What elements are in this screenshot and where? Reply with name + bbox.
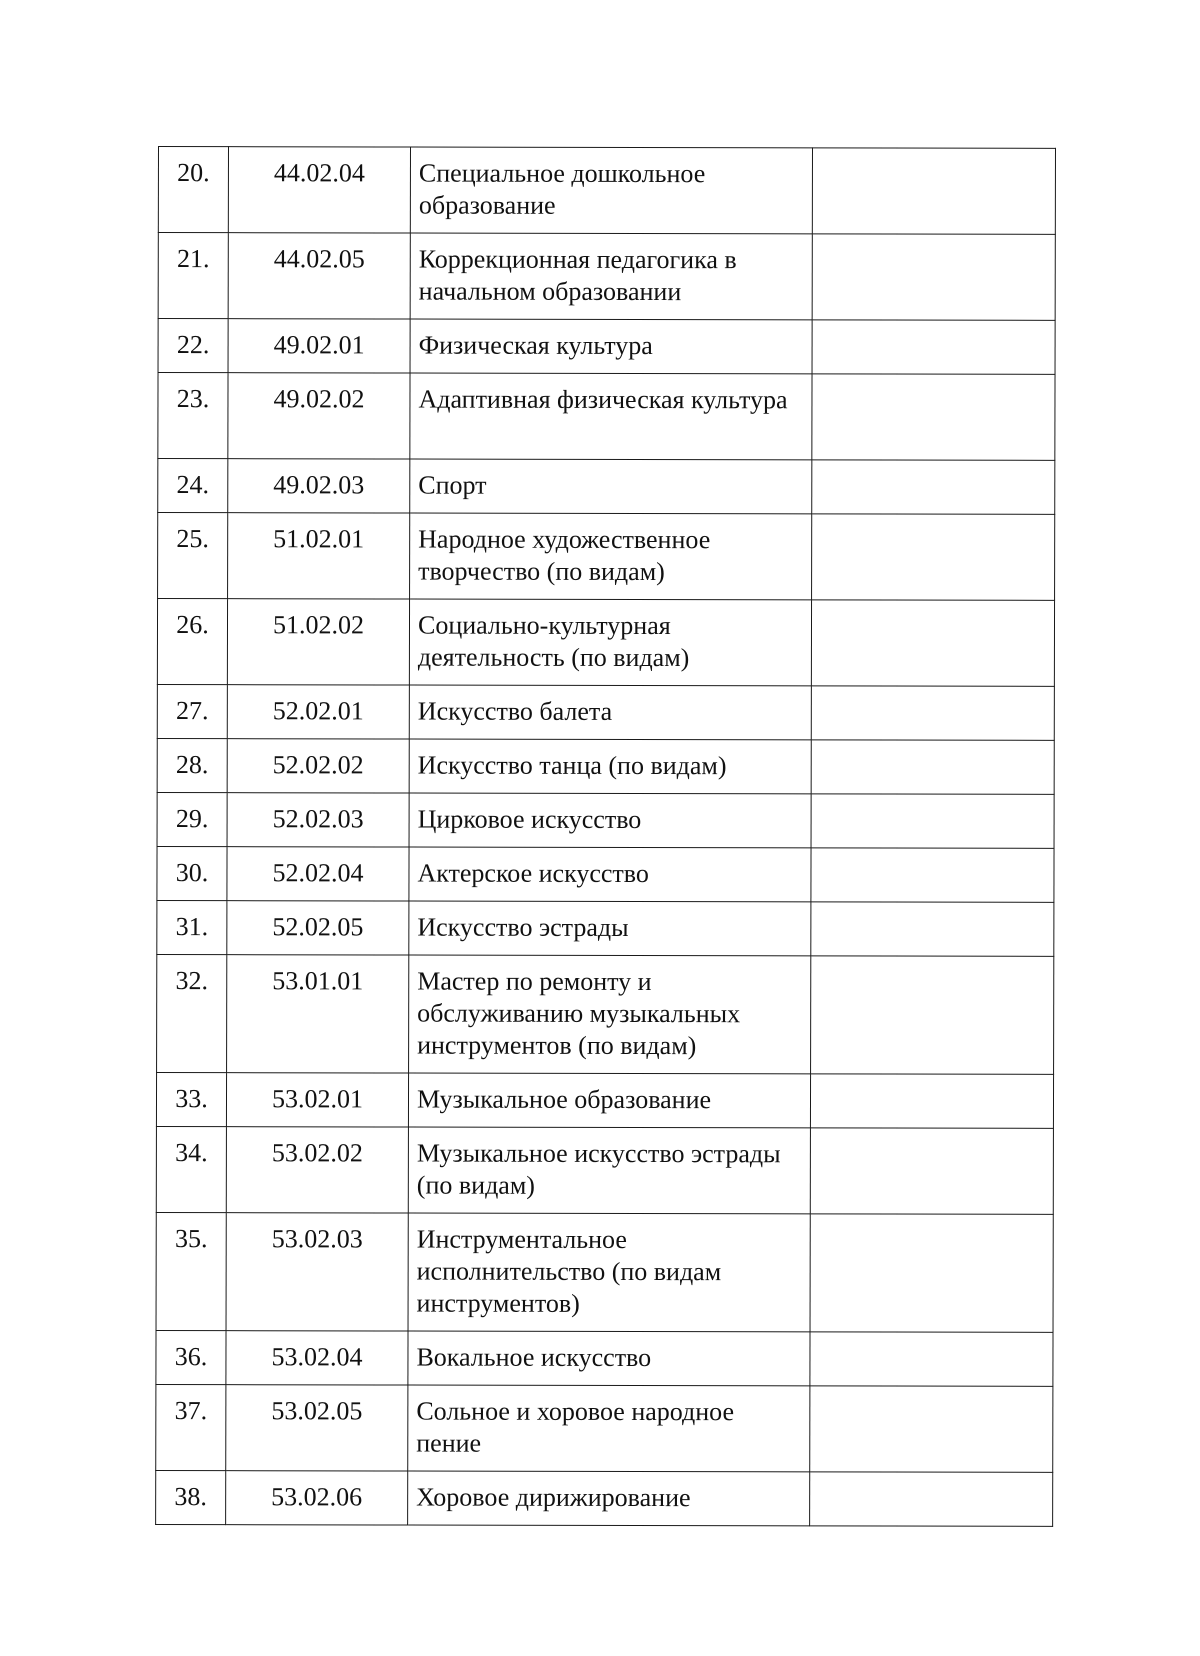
table-row: [158, 147, 1055, 235]
empty-cell: [810, 1386, 1053, 1473]
specialty-name: Искусство танца (по видам): [409, 739, 811, 794]
specialty-code: 52.02.04: [227, 847, 409, 901]
empty-cell: [811, 956, 1054, 1075]
specialties-table: [155, 146, 1056, 1527]
table-row: [157, 900, 1054, 956]
empty-cell: [812, 320, 1055, 375]
specialty-code: 52.02.02: [227, 739, 409, 793]
table-row: [158, 233, 1055, 321]
row-number: 25.: [158, 513, 228, 599]
row-number: 32.: [157, 954, 227, 1072]
table-row: [157, 954, 1054, 1074]
specialty-code: 52.02.05: [227, 901, 409, 955]
specialty-name: Актерское искусство: [409, 847, 811, 902]
specialty-code: 52.02.03: [227, 793, 409, 847]
table-row: [156, 1126, 1053, 1214]
table-row: [157, 792, 1054, 848]
row-number: 31.: [157, 900, 227, 954]
specialty-code: 53.02.02: [226, 1127, 408, 1213]
specialty-name: Музыкальное образование: [408, 1073, 810, 1128]
table-row: [157, 684, 1054, 740]
specialty-code: 53.01.01: [227, 955, 409, 1073]
specialty-code: 53.02.06: [226, 1471, 408, 1525]
specialty-code: 53.02.01: [226, 1073, 408, 1127]
row-number: 33.: [156, 1072, 226, 1126]
specialty-code: 44.02.05: [228, 233, 410, 319]
empty-cell: [811, 600, 1054, 687]
specialty-name: Коррекционная педагогика в начальном образовании: [410, 233, 812, 320]
table-row: [156, 1384, 1053, 1472]
specialty-name: Музыкальное искусство эстрады (по видам): [408, 1127, 810, 1214]
table-row: [157, 846, 1054, 902]
empty-cell: [812, 514, 1055, 601]
specialty-code: 49.02.01: [228, 319, 410, 373]
specialty-name: Адаптивная физическая культура: [410, 373, 812, 460]
row-number: 34.: [156, 1126, 226, 1212]
empty-cell: [811, 902, 1054, 957]
specialty-name: Цирковое искусство: [409, 793, 811, 848]
row-number: 21.: [158, 233, 228, 319]
specialty-name: Физическая культура: [410, 319, 812, 374]
row-number: 27.: [157, 684, 227, 738]
specialty-code: 51.02.02: [227, 599, 409, 685]
specialty-code: 49.02.03: [228, 459, 410, 513]
row-number: 20.: [158, 147, 228, 233]
empty-cell: [810, 1214, 1053, 1333]
specialty-code: 53.02.03: [226, 1213, 408, 1331]
specialty-code: 51.02.01: [228, 513, 410, 599]
specialty-code: 49.02.02: [228, 373, 410, 459]
table-row: [157, 599, 1054, 687]
row-number: 35.: [156, 1212, 226, 1330]
specialty-name: Народное художественное творчество (по видам): [410, 513, 812, 600]
specialty-name: Искусство эстрады: [409, 901, 811, 956]
row-number: 22.: [158, 319, 228, 373]
table-row: [156, 1212, 1053, 1332]
table-row: [156, 1072, 1053, 1128]
row-number: 24.: [158, 459, 228, 513]
specialty-code: 53.02.05: [226, 1385, 408, 1471]
specialty-name: Искусство балета: [409, 685, 811, 740]
empty-cell: [810, 1074, 1053, 1129]
specialty-name: Специальное дошкольное образование: [410, 147, 812, 234]
row-number: 30.: [157, 846, 227, 900]
row-number: 26.: [157, 599, 227, 685]
table-row: [158, 373, 1055, 461]
row-number: 37.: [156, 1384, 226, 1470]
specialty-name: Спорт: [410, 459, 812, 514]
empty-cell: [811, 686, 1054, 741]
row-number: 23.: [158, 373, 228, 459]
specialty-name: Мастер по ремонту и обслуживанию музыкальных инструментов (по видам): [409, 955, 811, 1074]
empty-cell: [810, 1128, 1053, 1215]
specialty-name: Сольное и хоровое народное пение: [408, 1385, 810, 1472]
specialty-code: 52.02.01: [227, 685, 409, 739]
empty-cell: [811, 848, 1054, 903]
empty-cell: [812, 374, 1055, 461]
table-row: [157, 738, 1054, 794]
specialty-name: Инструментальное исполнительство (по видам инструментов): [408, 1213, 810, 1332]
table-row: [156, 1330, 1053, 1386]
row-number: 28.: [157, 738, 227, 792]
empty-cell: [810, 1472, 1053, 1527]
table-row: [158, 319, 1055, 375]
empty-cell: [811, 794, 1054, 849]
row-number: 29.: [157, 792, 227, 846]
empty-cell: [812, 460, 1055, 515]
table-row: [158, 459, 1055, 515]
specialty-name: Вокальное искусство: [408, 1331, 810, 1386]
specialty-name: Хоровое дирижирование: [408, 1471, 810, 1526]
specialty-name: Социально-культурная деятельность (по видам): [409, 599, 811, 686]
row-number: 36.: [156, 1330, 226, 1384]
specialty-code: 44.02.04: [228, 147, 410, 233]
empty-cell: [810, 1332, 1053, 1387]
empty-cell: [811, 740, 1054, 795]
row-number: 38.: [156, 1470, 226, 1524]
specialty-code: 53.02.04: [226, 1331, 408, 1385]
empty-cell: [812, 148, 1055, 235]
table-row: [156, 1470, 1053, 1526]
empty-cell: [812, 234, 1055, 321]
table-row: [158, 513, 1055, 601]
